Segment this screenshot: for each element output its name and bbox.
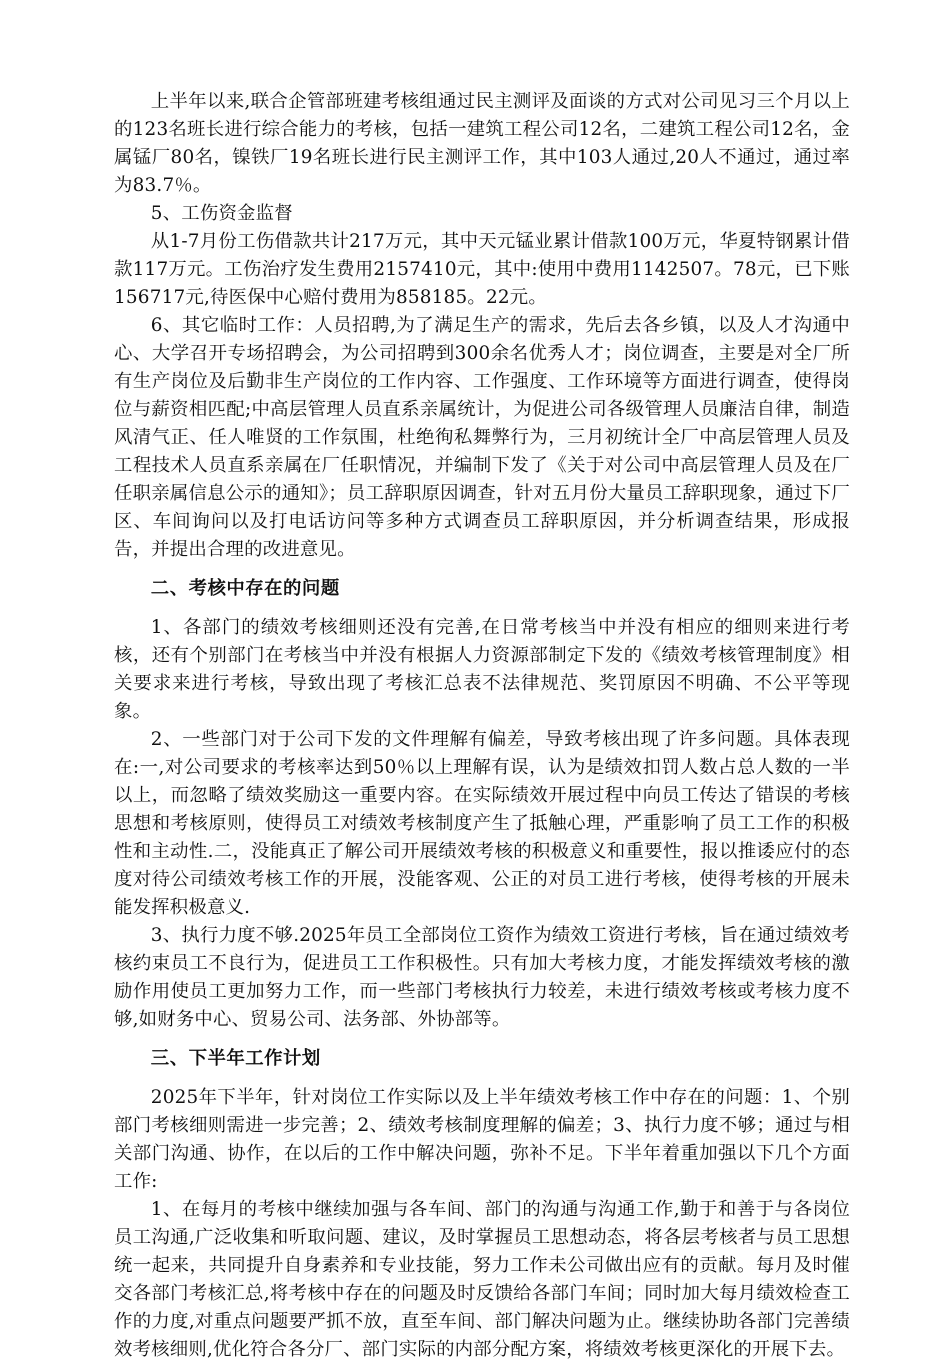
subheading-injury-fund-supervision: 5、工伤资金监督 — [150, 203, 293, 224]
paragraph-other-temporary-work: 6、其它临时工作：人员招聘,为了满足生产的需求，先后去各乡镇，以及人才沟通中心、大学召开专场招聘会，为公司招聘到300余名优秀人才；岗位调查，主要是对全厂所有生产岗位及后勤非生产岗位的工作内容、工作强度、工作环境等方面进行调查，使得岗位与薪资相匹配;中高层管理人员直系亲属统计，为促进公司各级管理人员廉洁自律，制造风清气正、任人唯贤的工作氛围，杜绝徇私舞弊行为，三月初统计全厂中高层管理人员及工程技术人员直系亲属在厂任职情况，并编制下发了《关于对公司中高层管理人员及在厂任职亲属信息公示的通知》；员工辞职原因调查，针对五月份大量员工辞职现象，通过下厂区、车间询问以及打电话访问等多种方式调查员工辞职原因，并分析调查结果，形成报告，并提出合理的改进意见。 — [114, 315, 850, 560]
paragraph-plan-intro: 2025年下半年，针对岗位工作实际以及上半年绩效考核工作中存在的问题：1、个别部门考核细则需进一步完善；2、绩效考核制度理解的偏差；3、执行力度不够；通过与相关部门沟通、协作，在以后的工作中解决问题，弥补不足。下半年着重加强以下几个方面工作: — [114, 1087, 850, 1192]
paragraph-class-leader-assessment: 上半年以来,联合企管部班建考核组通过民主测评及面谈的方式对公司见习三个月以上的123名班长进行综合能力的考核，包括一建筑工程公司12名，二建筑工程公司12名，金属锰厂80名，镍铁厂19名班长进行民主测评工作，其中103人通过,20人不通过，通过率为83.7％。 — [114, 91, 850, 196]
section-heading-assessment-problems: 二、考核中存在的问题 — [150, 578, 340, 599]
paragraph-plan-item-1: 1、在每月的考核中继续加强与各车间、部门的沟通与沟通工作,勤于和善于与各岗位员工沟通,广泛收集和听取问题、建议，及时掌握员工思想动态，将各层考核者与员工思想统一起来，共同提升自身素养和专业技能，努力工作未公司做出应有的贡献。每月及时催交各部门考核汇总,将考核中存在的问题及时反馈给各部门车间；同时加大每月绩效检查工作的力度,对重点问题要严抓不放，直至车间、部门解决问题为止。继续协助各部门完善绩效考核细则,优化符合各分厂、部门实际的内部分配方案，将绩效考核更深化的开展下去。 — [114, 1199, 850, 1360]
paragraph-injury-loans: 从1-7月份工伤借款共计217万元，其中天元锰业累计借款100万元，华夏特钢累计借款117万元。工伤治疗发生费用2157410元，其中:使用中费用1142507。78元，已下账156717元,待医保中心赔付费用为858185。22元。 — [114, 231, 850, 308]
document-page — [114, 88, 850, 1364]
paragraph-problem-1: 1、各部门的绩效考核细则还没有完善,在日常考核当中并没有相应的细则来进行考核，还有个别部门在考核当中并没有根据人力资源部制定下发的《绩效考核管理制度》相关要求来进行考核，导致出现了考核汇总表不法律规范、奖罚原因不明确、不公平等现象。 — [114, 617, 850, 722]
paragraph-problem-2: 2、一些部门对于公司下发的文件理解有偏差，导致考核出现了许多问题。具体表现在:一,对公司要求的考核率达到50％以上理解有误，认为是绩效扣罚人数占总人数的一半以上，而忽略了绩效奖励这一重要内容。在实际绩效开展过程中向员工传达了错误的考核思想和考核原则，使得员工对绩效考核制度产生了抵触心理，严重影响了员工工作的积极性和主动性.二，没能真正了解公司开展绩效考核的积极意义和重要性，报以推诿应付的态度对待公司绩效考核工作的开展，没能客观、公正的对员工进行考核，使得考核的开展未能发挥积极意义. — [114, 729, 850, 918]
section-heading-second-half-plan: 三、下半年工作计划 — [150, 1048, 321, 1069]
paragraph-problem-3: 3、执行力度不够.2025年员工全部岗位工资作为绩效工资进行考核，旨在通过绩效考核约束员工不良行为，促进员工工作积极性。只有加大考核力度，才能发挥绩效考核的激励作用使员工更加努力工作，而一些部门考核执行力较差，未进行绩效考核或考核力度不够,如财务中心、贸易公司、法务部、外协部等。 — [114, 925, 850, 1030]
